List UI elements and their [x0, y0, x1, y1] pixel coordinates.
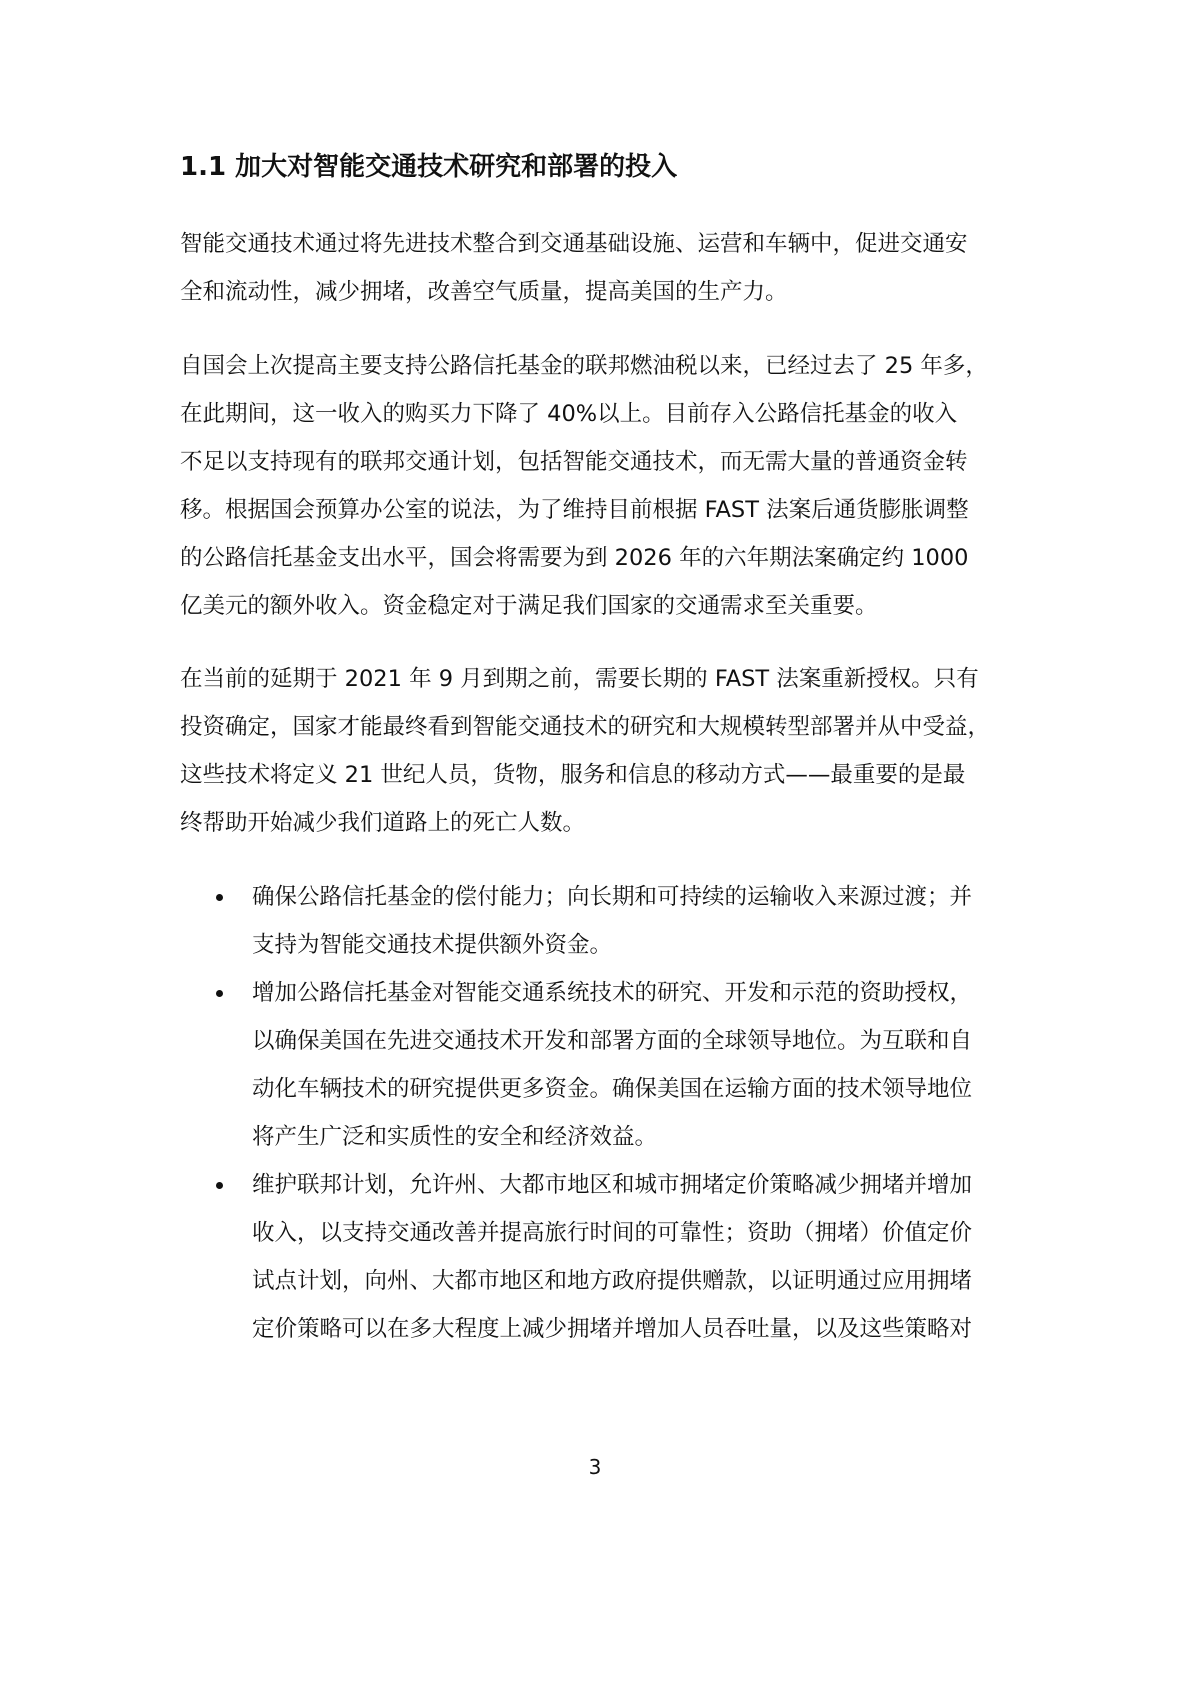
text-line: 维护联邦计划，允许州、大都市地区和城市拥堵定价策略减少拥堵并增加: [252, 1172, 973, 1198]
text-line: 在当前的延期于 2021 年 9 月到期之前，需要长期的 FAST 法案重新授权。只有: [180, 666, 979, 692]
text-line: 以确保美国在先进交通技术开发和部署方面的全球领导地位。为互联和自: [252, 1028, 973, 1054]
text-line: 收入，以支持交通改善并提高旅行时间的可靠性；资助（拥堵）价值定价: [252, 1220, 973, 1246]
text-line: 定价策略可以在多大程度上减少拥堵并增加人员吞吐量，以及这些策略对: [252, 1316, 973, 1342]
bullet-item: [180, 873, 1020, 969]
bullet-dot-icon: [216, 990, 223, 997]
paragraph-reauthorization: [180, 655, 1020, 847]
text-line: 智能交通技术通过将先进技术整合到交通基础设施、运营和车辆中，促进交通安: [180, 231, 968, 257]
text-line: 将产生广泛和实质性的安全和经济效益。: [252, 1124, 658, 1150]
paragraph-intro: [180, 220, 1020, 316]
bullet-dot-icon: [216, 894, 223, 901]
bullet-item: [180, 1161, 1020, 1353]
text-line: 在此期间，这一收入的购买力下降了 40%以上。目前存入公路信托基金的收入: [180, 401, 958, 427]
paragraph-funding: [180, 342, 1020, 630]
text-line: 试点计划，向州、大都市地区和地方政府提供赠款，以证明通过应用拥堵: [252, 1268, 973, 1294]
text-line: 增加公路信托基金对智能交通系统技术的研究、开发和示范的资助授权，: [252, 980, 973, 1006]
text-line: 投资确定，国家才能最终看到智能交通技术的研究和大规模转型部署并从中受益，: [180, 714, 991, 740]
bullet-list: [180, 873, 1020, 1353]
text-line: 全和流动性，减少拥堵，改善空气质量，提高美国的生产力。: [180, 279, 788, 305]
text-line: 移。根据国会预算办公室的说法，为了维持目前根据 FAST 法案后通货膨胀调整: [180, 497, 969, 523]
text-line: 亿美元的额外收入。资金稳定对于满足我们国家的交通需求至关重要。: [180, 593, 878, 619]
text-line: 确保公路信托基金的偿付能力；向长期和可持续的运输收入来源过渡；并: [252, 884, 973, 910]
text-line: 不足以支持现有的联邦交通计划，包括智能交通技术，而无需大量的普通资金转: [180, 449, 968, 475]
text-line: 的公路信托基金支出水平，国会将需要为到 2026 年的六年期法案确定约 1000: [180, 545, 969, 571]
text-line: 这些技术将定义 21 世纪人员，货物，服务和信息的移动方式——最重要的是最: [180, 762, 966, 788]
text-line: 自国会上次提高主要支持公路信托基金的联邦燃油税以来，已经过去了 25 年多，: [180, 353, 988, 379]
text-line: 终帮助开始减少我们道路上的死亡人数。: [180, 810, 586, 836]
bullet-item: [180, 969, 1020, 1161]
page-number: 3: [588, 1455, 602, 1479]
bullet-dot-icon: [216, 1182, 223, 1189]
text-line: 支持为智能交通技术提供额外资金。: [252, 932, 613, 958]
text-line: 动化车辆技术的研究提供更多资金。确保美国在运输方面的技术领导地位: [252, 1076, 973, 1102]
section-heading: 1.1 加大对智能交通技术研究和部署的投入: [180, 152, 678, 182]
